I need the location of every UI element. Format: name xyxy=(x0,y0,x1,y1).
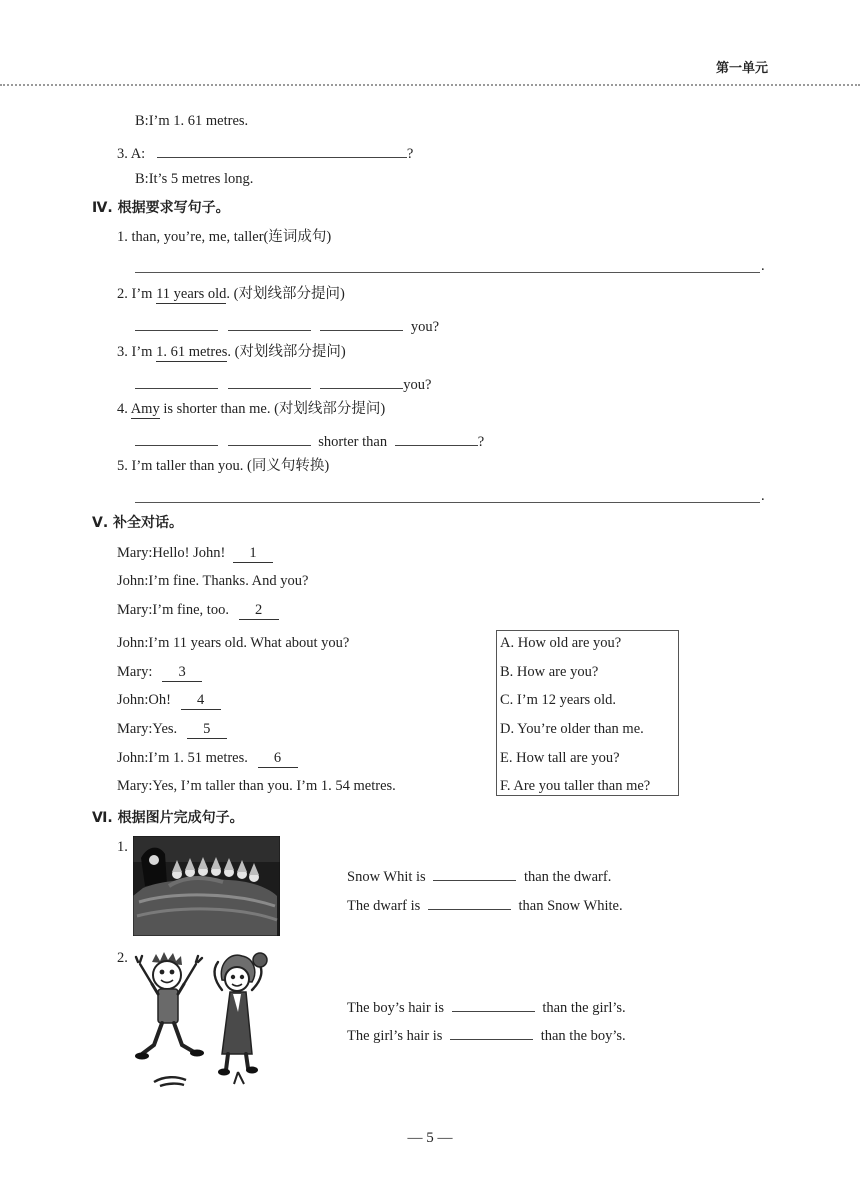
answer-blank[interactable] xyxy=(228,316,311,331)
dialog-line: Mary:Hello! John! 1 xyxy=(117,546,273,563)
picture-sentence: The girl’s hair is than the boy’s. xyxy=(347,1025,626,1044)
answer-row: shorter than ? xyxy=(135,431,484,450)
answer-blank[interactable] xyxy=(228,374,311,389)
answer-blank[interactable]: 2 xyxy=(239,603,279,620)
dialog-line: Mary:Yes, I’m taller than you. I’m 1. 54 metres. xyxy=(117,778,396,794)
answer-blank[interactable]: 4 xyxy=(181,693,221,710)
period-mark: . xyxy=(761,488,765,504)
dialog-line: John:I’m 1. 51 metres. 6 xyxy=(117,751,298,768)
option-d: D. You’re older than me. xyxy=(500,721,644,737)
dialog-line: B:It’s 5 metres long. xyxy=(135,171,254,187)
answer-blank[interactable] xyxy=(433,866,516,881)
dialog-line: B:I’m 1. 61 metres. xyxy=(135,113,249,129)
answer-blank[interactable] xyxy=(135,374,218,389)
answer-blank[interactable] xyxy=(320,374,403,389)
answer-blank[interactable] xyxy=(452,997,535,1012)
answer-blank[interactable] xyxy=(428,895,511,910)
header-divider xyxy=(0,84,860,86)
dialog-line: Mary:I’m fine, too. 2 xyxy=(117,603,279,620)
unit-title: 第一单元 xyxy=(715,61,768,76)
dialog-line: Mary: 3 xyxy=(117,665,202,682)
underlined-phrase: 1. 61 metres xyxy=(156,344,228,360)
question-4-2: 2. I’m 11 years old. (对划线部分提问) xyxy=(117,286,345,302)
question-4-5: 5. I’m taller than you. (同义句转换) xyxy=(117,458,330,474)
answer-blank[interactable]: 3 xyxy=(162,665,202,682)
option-c: C. I’m 12 years old. xyxy=(500,692,616,708)
dialog-line: John:I’m fine. Thanks. And you? xyxy=(117,573,309,589)
section-4-title: Ⅳ. 根据要求写句子。 xyxy=(92,200,230,216)
answer-blank[interactable]: 5 xyxy=(187,722,227,739)
dialog-line: John:Oh! 4 xyxy=(117,693,221,710)
dialog-line: Mary:Yes. 5 xyxy=(117,722,227,739)
answer-blank[interactable] xyxy=(320,316,403,331)
question-3-prompt: 3. A: ? xyxy=(117,143,413,162)
answer-blank[interactable]: 1 xyxy=(233,546,273,563)
boy-girl-cartoon xyxy=(134,950,282,1088)
page-number: — 5 — xyxy=(407,1130,453,1146)
answer-blank[interactable] xyxy=(395,431,478,446)
question-4-4: 4. Amy is shorter than me. (对划线部分提问) xyxy=(117,401,386,417)
picture-sentence: The boy’s hair is than the girl’s. xyxy=(347,997,626,1016)
period-mark: . xyxy=(761,258,765,274)
option-a: A. How old are you? xyxy=(500,635,622,651)
answer-line[interactable] xyxy=(135,502,760,503)
item-number: 2. xyxy=(117,950,128,966)
underlined-phrase: 11 years old xyxy=(156,286,227,302)
answer-blank[interactable] xyxy=(135,316,218,331)
answer-blank[interactable]: 6 xyxy=(258,751,298,768)
answer-blank[interactable] xyxy=(228,431,311,446)
section-5-title: Ⅴ. 补全对话。 xyxy=(92,515,184,531)
picture-sentence: Snow Whit is than the dwarf. xyxy=(347,866,611,885)
options-box xyxy=(496,630,679,796)
question-4-3: 3. I’m 1. 61 metres. (对划线部分提问) xyxy=(117,344,346,360)
picture-sentence: The dwarf is than Snow White. xyxy=(347,895,623,914)
answer-blank[interactable] xyxy=(450,1025,533,1040)
option-b: B. How are you? xyxy=(500,664,599,680)
question-4-1: 1. than, you’re, me, taller(连词成句) xyxy=(117,229,332,245)
snow-white-dwarfs-photo xyxy=(133,836,280,936)
answer-row: you? xyxy=(135,374,431,393)
answer-row: you? xyxy=(135,316,439,335)
answer-blank[interactable] xyxy=(157,143,407,158)
option-e: E. How tall are you? xyxy=(500,750,620,766)
underlined-phrase: Amy xyxy=(130,401,160,417)
answer-line[interactable] xyxy=(135,272,760,273)
section-6-title: Ⅵ. 根据图片完成句子。 xyxy=(92,810,244,826)
dialog-line: John:I’m 11 years old. What about you? xyxy=(117,635,350,651)
answer-blank[interactable] xyxy=(135,431,218,446)
option-f: F. Are you taller than me? xyxy=(500,778,651,794)
item-number: 1. xyxy=(117,839,128,855)
